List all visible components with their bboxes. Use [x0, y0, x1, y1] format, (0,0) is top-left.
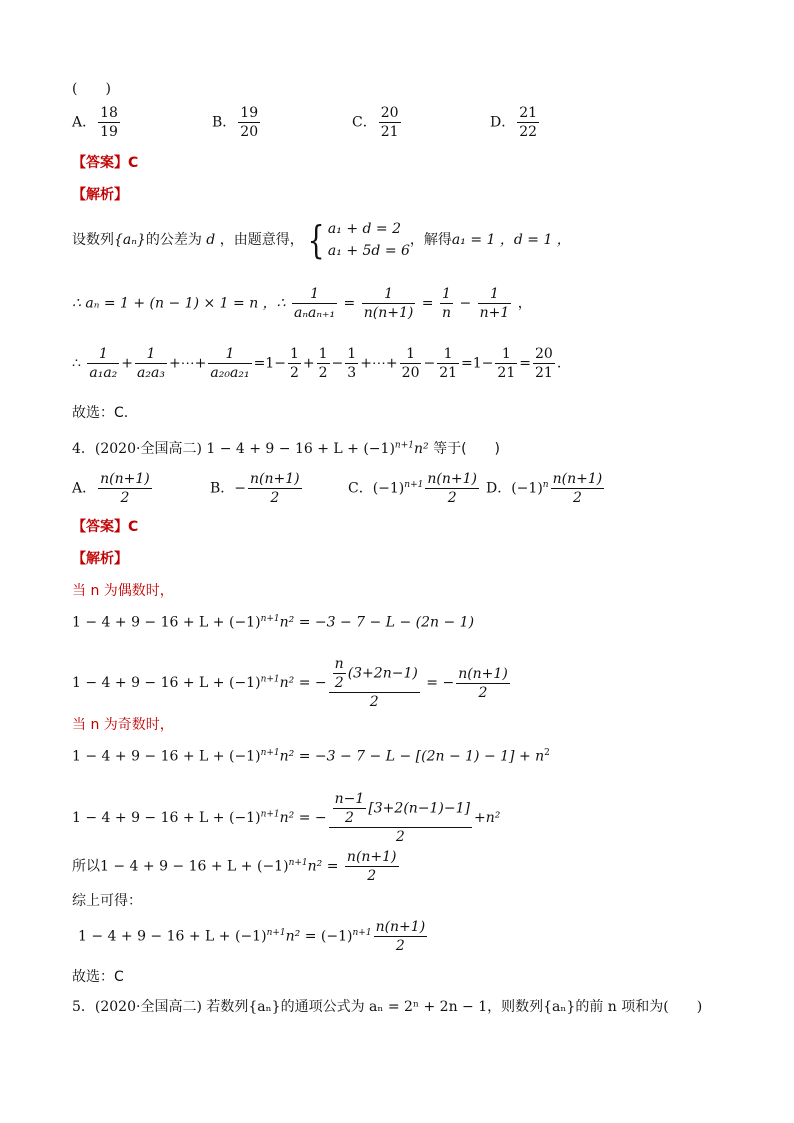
- bracket-text: ( ): [72, 81, 111, 97]
- summary-label: 综上可得：: [72, 893, 142, 909]
- frac-den: 20: [240, 124, 259, 140]
- stem-suffix: 等于( ): [433, 441, 501, 457]
- frac-num: 21: [519, 105, 538, 121]
- conclusion: 故选：C: [72, 969, 124, 985]
- q4-odd-case: [72, 714, 174, 734]
- q3-option-d: [490, 104, 541, 141]
- q3-option-c: [352, 104, 490, 141]
- case-label: 当 n 为偶数时，: [72, 583, 174, 599]
- equation-system: [328, 218, 410, 262]
- q4-option-b: B．− $\frac{n(n+1)}{2}$: [210, 471, 300, 506]
- q4-option-a: A． $\frac{n(n+1)}{2}$: [72, 471, 150, 506]
- q3-analysis-line3: ∴ $\frac{1}{\text{a₁a₂}}$ + $\frac{1}{\text{a₂a₃}}$ +⋯+ $\frac{1}{\text{a₂₀a₂₁}}$ =1− $\frac{1}{2}$ + $\frac{1}{2}$ − $\frac{1}{3}$ +⋯+ $\frac{1}{20}$ − $\frac{1}{21}$ =1− $\frac{1}{21}$ = $\frac{20}{21}$ .: [72, 346, 562, 381]
- q4-even-line1: $1 - 4 + 9 - 16 + L + (-1)^{n+1}n^2 = -3 - 7 - L - (2n - 1)$: [72, 614, 475, 631]
- stem-text: 5．(2020·全国高二) 若数列{aₙ}的通项公式为 aₙ = 2ⁿ + 2n − 1，则数列{aₙ}的前 n 项和为( ): [72, 999, 703, 1015]
- q3-bracket: [72, 78, 111, 98]
- option-label: D．: [490, 114, 516, 131]
- q4-odd-line2: $1 - 4 + 9 - 16 + L + (-1)^{n+1}n^2$ = − $\frac{n-1}{2}$ [3+2(n−1)−1] 2 +n²: [72, 791, 501, 845]
- frac-den: 19: [100, 124, 118, 140]
- answer-value: C: [128, 519, 139, 535]
- q4-stem: 4．(2020·全国高二) $1 - 4 + 9 - 16 + L + (-1)^{n+1}n^2$ 等于( ): [72, 440, 501, 457]
- q3-analysis-line1: 设数列{aₙ}的公差为 d ，由题意得，{ a₁ + d = 2 a₁ + 5d = 6 ，解得a₁ = 1 ，d = 1 ，: [72, 218, 571, 262]
- text: 的公差为: [145, 232, 202, 248]
- text: 设数列: [72, 232, 114, 248]
- frac-num: 20: [380, 105, 399, 121]
- q4-options: [72, 470, 606, 507]
- q4-odd-line1: $1 - 4 + 9 - 16 + L + (-1)^{n+1}n^2 = -3 - 7 - L - [(2n - 1) - 1] + n^2$: [72, 748, 550, 765]
- equation-2: a₁ + 5d = 6: [327, 243, 410, 259]
- case-label: 当 n 为奇数时，: [72, 717, 174, 733]
- q4-even-case: [72, 580, 174, 600]
- text: ，由题意得，: [219, 232, 304, 248]
- option-label: A．: [72, 480, 97, 497]
- option-fraction: [98, 104, 120, 141]
- analysis-tag: 【解析】: [72, 551, 128, 567]
- text: ∴ aₙ = 1 + (n − 1) × 1 = n ，∴: [72, 295, 286, 312]
- frac-num: 18: [100, 105, 118, 121]
- stem-text: 4．(2020·全国高二) 1 − 4 + 9 − 16 + L + (−1): [72, 441, 395, 457]
- q4-even-line2: $1 - 4 + 9 - 16 + L + (-1)^{n+1}n^2$ = − $\frac{n}{2}$ (3+2n−1) 2 = − $\frac{n(n+1)}{2}$: [72, 656, 508, 710]
- option-label: B．−: [210, 480, 247, 497]
- option-fraction: [517, 104, 539, 141]
- equation-1: a₁ + d = 2: [327, 221, 401, 237]
- answer-tag: 【答案】: [72, 519, 128, 535]
- analysis-tag: 【解析】: [72, 187, 128, 203]
- rhs: = −3 − 7 − L − (2n − 1): [298, 614, 475, 631]
- conclusion: 故选：C.: [72, 405, 129, 421]
- text: ，解得: [409, 232, 452, 248]
- therefore: ∴: [72, 355, 81, 372]
- q4-final-line: $1 - 4 + 9 - 16 + L + (-1)^{n+1}n^2 = (-1)^{n+1}$ $\frac{n(n+1)}{2}$: [78, 919, 426, 954]
- option-label: D．(−1): [486, 480, 543, 497]
- option-label: B．: [212, 114, 237, 131]
- q4-so-line: 所以$1 - 4 + 9 - 16 + L + (-1)^{n+1}n^2$ = $\frac{n(n+1)}{2}$: [72, 849, 397, 884]
- lhs: 1 − 4 + 9 − 16 + L + (−1): [72, 614, 261, 631]
- q4-option-d: D．$(-1)^n$ $\frac{n(n+1)}{2}$: [486, 471, 603, 506]
- so-label: 所以: [72, 858, 100, 875]
- q4-answer: [72, 516, 138, 536]
- option-label: C．(−1): [348, 480, 405, 497]
- q4-conclusion: [72, 966, 124, 986]
- option-fraction: [379, 104, 401, 141]
- q3-analysis-line2: ∴ aₙ = 1 + (n − 1) × 1 = n ，∴ $\frac{1}{\text{aₙaₙ₊₁}}$ = $\frac{1}{n(n+1)}$ = $\frac{1}{n}$ − $\frac{1}{n+1}$ ，: [72, 286, 532, 321]
- answer-tag: 【答案】: [72, 155, 128, 171]
- frac-num: 19: [240, 105, 259, 121]
- answer-value: C: [128, 155, 139, 171]
- q3-analysis-tag: [72, 184, 128, 204]
- option-label: A．: [72, 114, 97, 131]
- brace-icon: {: [307, 218, 325, 262]
- frac-den: 22: [519, 124, 538, 140]
- q3-answer: [72, 152, 138, 172]
- option-fraction: [238, 104, 260, 141]
- q4-summary: [72, 890, 142, 910]
- rhs: = −3 − 7 − L − [(2n − 1) − 1] + n: [298, 748, 545, 765]
- q3-options: [72, 104, 541, 141]
- q5-stem: [72, 996, 702, 1016]
- q3-conclusion: [72, 402, 128, 422]
- q3-option-b: [212, 104, 352, 141]
- result: a₁ = 1 ，d = 1 ，: [451, 232, 571, 248]
- q3-option-a: [72, 104, 212, 141]
- option-label: C．: [352, 114, 377, 131]
- frac-den: 21: [380, 124, 399, 140]
- q4-analysis-tag: [72, 548, 128, 568]
- q4-option-c: C．$(-1)^{n+1}$ $\frac{n(n+1)}{2}$: [348, 471, 477, 506]
